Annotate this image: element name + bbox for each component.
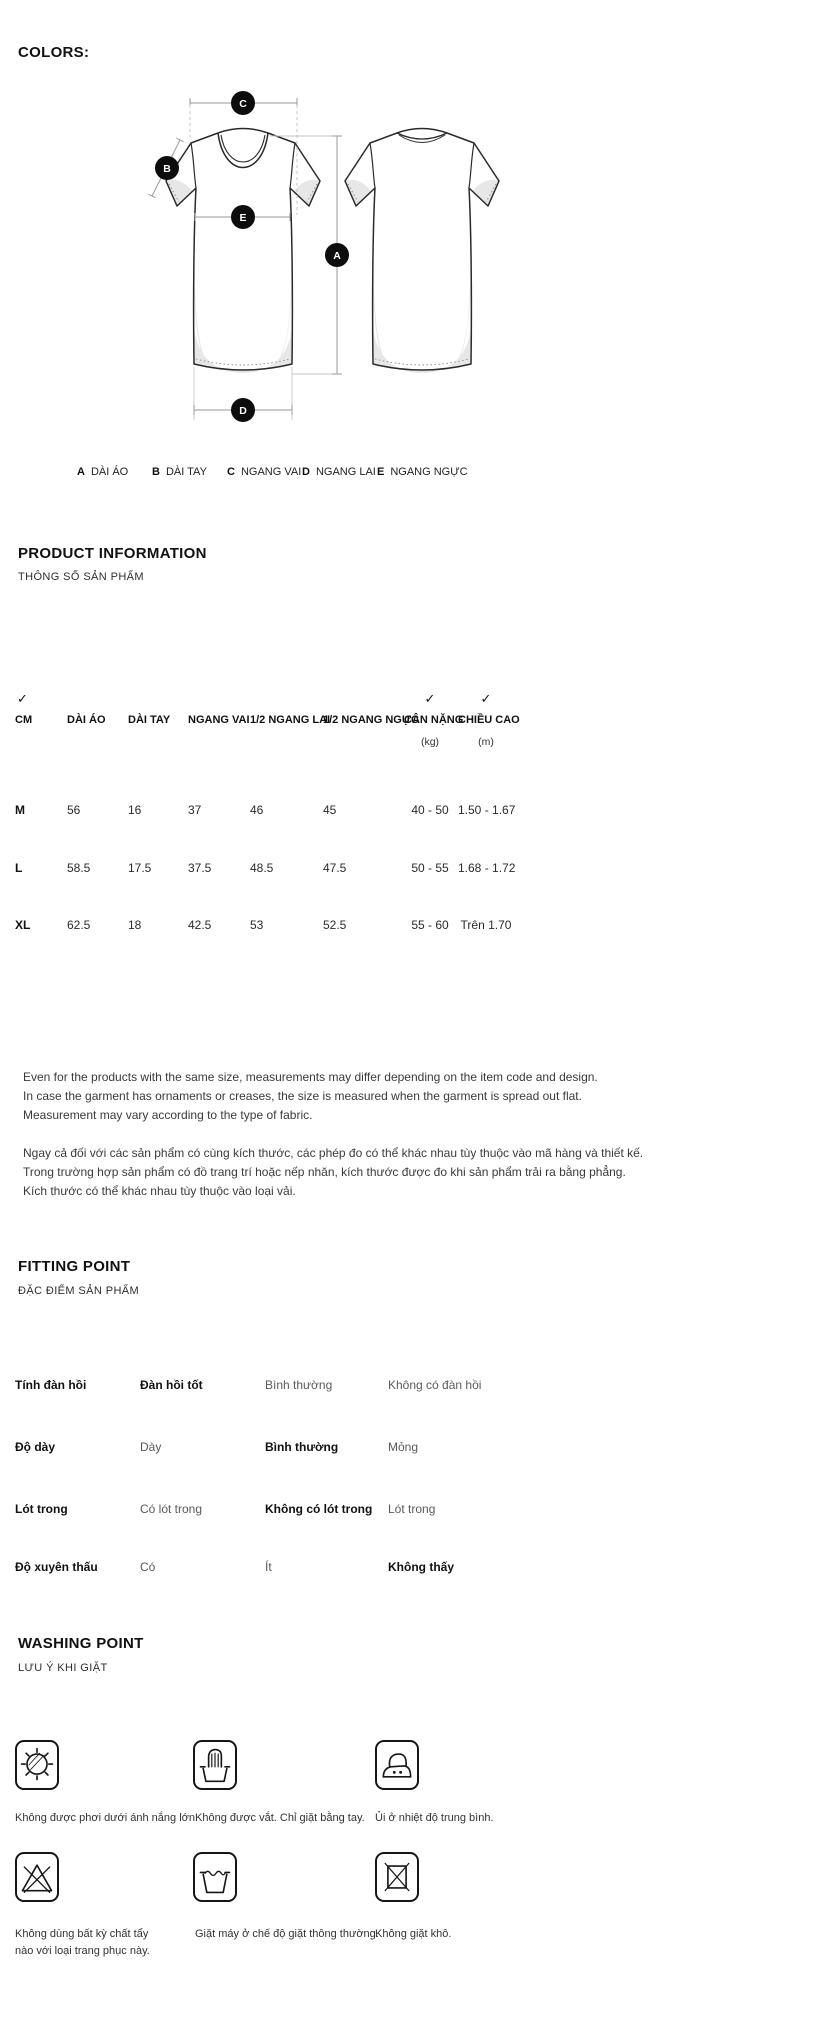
table-cell: 50 - 55 <box>411 861 449 875</box>
no-bleach-icon <box>15 1852 59 1902</box>
marker-e-badge <box>231 205 255 229</box>
fitting-option: Đàn hồi tốt <box>140 1378 203 1392</box>
table-cell: 62.5 <box>67 918 91 932</box>
fitting-point-heading: FITTING POINT <box>18 1258 131 1275</box>
table-cell: 55 - 60 <box>411 918 449 932</box>
column-header: NGANG VAI <box>188 714 250 726</box>
table-cell: 1.50 - 1.67 <box>458 803 516 817</box>
table-cell: 58.5 <box>67 861 91 875</box>
note-line: Measurement may vary according to the type of fabric. <box>23 1108 313 1122</box>
column-header: DÀI ÁO <box>67 714 106 726</box>
note-line: Ngay cả đối với các sản phẩm có cùng kích thước, các phép đo có thể khác nhau tùy thuộc vào mã hàng và thiết kế. <box>23 1146 644 1160</box>
table-cell: 1.68 - 1.72 <box>458 861 516 875</box>
column-header: CM <box>15 714 33 726</box>
table-cell: 37.5 <box>188 861 212 875</box>
fitting-option: Lót trong <box>388 1502 436 1516</box>
note-line: Kích thước có thể khác nhau tùy thuộc vào loại vải. <box>23 1184 296 1198</box>
fitting-option: Bình thường <box>265 1440 339 1454</box>
fitting-option: Không có lót trong <box>265 1502 373 1516</box>
check-icon: ✓ <box>480 691 492 706</box>
legend-item: A DÀI ÁO <box>77 466 129 478</box>
svg-text:A: A <box>333 250 341 262</box>
table-cell: 53 <box>250 918 264 932</box>
fitting-option: Không có đàn hồi <box>388 1378 482 1392</box>
unit-kg: (kg) <box>420 736 440 748</box>
legend-item: E NGANG NGỰC <box>377 466 468 478</box>
fitting-option: Có lót trong <box>140 1502 203 1516</box>
note-line: In case the garment has ornaments or creases, the size is measured when the garment is spread out flat. <box>23 1089 582 1103</box>
column-header: 1/2 NGANG NGỰC <box>323 714 419 726</box>
no-dry-clean-icon <box>375 1852 419 1902</box>
washing-caption: Không được vắt. Chỉ giặt bằng tay. <box>195 1812 365 1824</box>
colors-heading: COLORS: <box>18 44 90 61</box>
table-cell: 56 <box>67 803 81 817</box>
column-header: CÂN NẶNG <box>404 714 464 726</box>
table-cell: 52.5 <box>323 918 347 932</box>
washing-caption: Giặt máy ở chế độ giặt thông thường. <box>195 1928 379 1940</box>
washing-caption: Ủi ở nhiệt độ trung bình. <box>375 1812 494 1824</box>
iron-medium-heat-icon <box>375 1740 419 1790</box>
washing-caption: Không giặt khô. <box>375 1928 452 1940</box>
marker-a-badge <box>325 243 349 267</box>
table-cell: 48.5 <box>250 861 274 875</box>
legend-item: C NGANG VAI <box>227 466 302 478</box>
svg-text:E: E <box>239 212 247 224</box>
svg-text:C: C <box>239 98 247 110</box>
table-cell: 17.5 <box>128 861 152 875</box>
table-cell: 45 <box>323 803 337 817</box>
size-row-label: L <box>15 861 23 875</box>
marker-b-badge <box>155 156 179 180</box>
fitting-option: Mỏng <box>388 1440 419 1454</box>
fitting-option: Ít <box>265 1560 272 1574</box>
column-header: DÀI TAY <box>128 714 171 726</box>
fitting-option: Không thấy <box>388 1560 454 1574</box>
marker-d-badge <box>231 398 255 422</box>
check-icon: ✓ <box>17 691 28 706</box>
table-cell: 16 <box>128 803 142 817</box>
column-header: CHIỀU CAO <box>458 714 520 726</box>
table-cell: 40 - 50 <box>411 803 449 817</box>
marker-c-badge <box>231 91 255 115</box>
size-row-label: XL <box>15 918 31 932</box>
washing-point-heading: WASHING POINT <box>18 1635 144 1652</box>
back-shirt-drawing <box>345 129 499 374</box>
svg-text:D: D <box>239 405 247 417</box>
legend-item: B DÀI TAY <box>152 466 207 478</box>
legend-item: D NGANG LAI <box>302 466 376 478</box>
note-line: Trong trường hợp sản phẩm có đồ trang trí hoặc nếp nhăn, kích thước được đo khi sản phẩm trải ra bằng phẳng. <box>23 1165 626 1179</box>
fitting-row-label: Độ dày <box>15 1440 56 1454</box>
fitting-point-subheading: ĐẶC ĐIỂM SẢN PHẨM <box>18 1285 140 1297</box>
size-diagram <box>130 75 540 425</box>
table-cell: 18 <box>128 918 142 932</box>
check-icon: ✓ <box>424 691 436 706</box>
table-cell: 37 <box>188 803 202 817</box>
table-cell: 42.5 <box>188 918 212 932</box>
fitting-option: Bình thường <box>265 1378 333 1392</box>
fitting-row-label: Tính đàn hồi <box>15 1378 87 1392</box>
washing-point-subheading: LƯU Ý KHI GIẶT <box>18 1662 108 1674</box>
size-row-label: M <box>15 803 25 817</box>
table-cell: Trên 1.70 <box>460 918 512 932</box>
fitting-option: Có <box>140 1560 156 1574</box>
washing-caption: Không dùng bất kỳ chất tẩy nào với loại trang phục này. <box>15 1928 150 1957</box>
fitting-option: Dày <box>140 1440 162 1454</box>
fitting-row-label: Độ xuyên thấu <box>15 1560 98 1574</box>
table-cell: 46 <box>250 803 264 817</box>
column-header: 1/2 NGANG LAI <box>250 714 331 726</box>
fitting-row-label: Lót trong <box>15 1502 68 1516</box>
unit-m: (m) <box>478 736 494 748</box>
product-info-heading: PRODUCT INFORMATION <box>18 545 207 562</box>
note-line: Even for the products with the same size, measurements may differ depending on the item code and design. <box>23 1070 598 1084</box>
machine-wash-normal-icon <box>193 1852 237 1902</box>
washing-caption: Không được phơi dưới ánh nắng lớn. <box>15 1812 199 1824</box>
svg-text:B: B <box>163 163 171 175</box>
no-sun-drying-icon <box>15 1740 59 1790</box>
product-info-subheading: THÔNG SỐ SẢN PHẨM <box>18 571 144 583</box>
table-cell: 47.5 <box>323 861 347 875</box>
hand-wash-icon <box>193 1740 237 1790</box>
